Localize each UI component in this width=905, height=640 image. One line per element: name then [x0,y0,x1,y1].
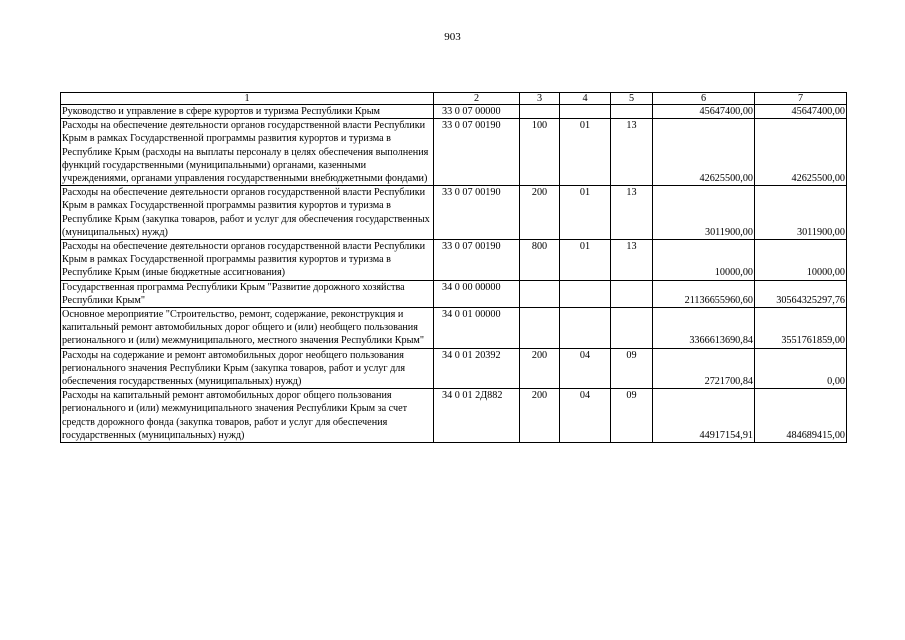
expense-type-code: 800 [520,240,560,281]
amount-column-6: 42625500,00 [653,119,755,186]
subsection-code: 09 [611,389,653,443]
expense-type-code: 100 [520,119,560,186]
table-row [61,119,847,186]
section-code: 01 [560,186,611,240]
section-code [560,308,611,349]
column-header: 5 [611,93,653,105]
section-code [560,280,611,307]
section-code: 01 [560,240,611,281]
amount-column-6: 44917154,91 [653,389,755,443]
table-row [61,240,847,281]
column-header: 1 [61,93,434,105]
subsection-code: 13 [611,240,653,281]
expense-type-code: 200 [520,389,560,443]
subsection-code [611,308,653,349]
expense-type-code [520,105,560,119]
row-description: Расходы на содержание и ремонт автомобильных дорог необщего пользования регионального значения Республики Крым (закупка товаров, работ и услуг для обеспечения государственных (муниципальных) нужд) [61,348,434,389]
amount-column-7: 45647400,00 [755,105,847,119]
expense-type-code: 200 [520,186,560,240]
amount-column-7: 0,00 [755,348,847,389]
table-row [61,105,847,119]
row-description: Руководство и управление в сфере курортов и туризма Республики Крым [61,105,434,119]
row-description: Расходы на обеспечение деятельности органов государственной власти Республики Крым в рамках Государственной программы развития курортов и туризма в Республике Крым (закупка товаров, работ и услуг для обеспечения государственных (муниципальных) нужд) [61,186,434,240]
table-row [61,308,847,349]
amount-column-6: 10000,00 [653,240,755,281]
subsection-code [611,280,653,307]
table-row [61,348,847,389]
table-row [61,186,847,240]
section-code: 01 [560,119,611,186]
amount-column-6: 21136655960,60 [653,280,755,307]
row-description: Основное мероприятие "Строительство, ремонт, содержание, реконструкция и капитальный ремонт автомобильных дорог общего и (или) необщего пользования регионального и (или) межмуниципального, местного значения Республики Крым" [61,308,434,349]
amount-column-7: 484689415,00 [755,389,847,443]
amount-column-7: 42625500,00 [755,119,847,186]
subsection-code: 13 [611,186,653,240]
row-description: Государственная программа Республики Крым "Развитие дорожного хозяйства Республики Крым" [61,280,434,307]
target-article-code: 34 0 00 00000 [434,280,520,307]
column-header: 7 [755,93,847,105]
amount-column-6: 3011900,00 [653,186,755,240]
expense-type-code: 200 [520,348,560,389]
amount-column-6: 3366613690,84 [653,308,755,349]
amount-column-6: 2721700,84 [653,348,755,389]
header-row [61,93,847,105]
amount-column-7: 3551761859,00 [755,308,847,349]
target-article-code: 34 0 01 2Д882 [434,389,520,443]
column-header: 2 [434,93,520,105]
amount-column-7: 10000,00 [755,240,847,281]
amount-column-7: 3011900,00 [755,186,847,240]
target-article-code: 33 0 07 00000 [434,105,520,119]
page-number: 903 [444,31,461,43]
expense-type-code [520,280,560,307]
subsection-code: 13 [611,119,653,186]
budget-table [60,92,847,443]
row-description: Расходы на обеспечение деятельности органов государственной власти Республики Крым в рамках Государственной программы развития курортов и туризма в Республике Крым (расходы на выплаты персоналу в целях обеспечения выполнения функций государственными (муниципальными) органами, казенными учреждениями, органами управления государственными внебюджетными фондами) [61,119,434,186]
row-description: Расходы на обеспечение деятельности органов государственной власти Республики Крым в рамках Государственной программы развития курортов и туризма в Республике Крым (иные бюджетные ассигнования) [61,240,434,281]
table-row [61,280,847,307]
column-header: 4 [560,93,611,105]
target-article-code: 33 0 07 00190 [434,186,520,240]
target-article-code: 33 0 07 00190 [434,240,520,281]
expense-type-code [520,308,560,349]
amount-column-7: 30564325297,76 [755,280,847,307]
section-code: 04 [560,348,611,389]
section-code: 04 [560,389,611,443]
amount-column-6: 45647400,00 [653,105,755,119]
target-article-code: 34 0 01 00000 [434,308,520,349]
column-header: 3 [520,93,560,105]
table-row [61,389,847,443]
subsection-code [611,105,653,119]
target-article-code: 33 0 07 00190 [434,119,520,186]
target-article-code: 34 0 01 20392 [434,348,520,389]
column-header: 6 [653,93,755,105]
section-code [560,105,611,119]
row-description: Расходы на капитальный ремонт автомобильных дорог общего пользования регионального и (или) межмуниципального значения Республики Крым за счет средств дорожного фонда (закупка товаров, работ и услуг для обеспечения государственных (муниципальных) нужд) [61,389,434,443]
subsection-code: 09 [611,348,653,389]
